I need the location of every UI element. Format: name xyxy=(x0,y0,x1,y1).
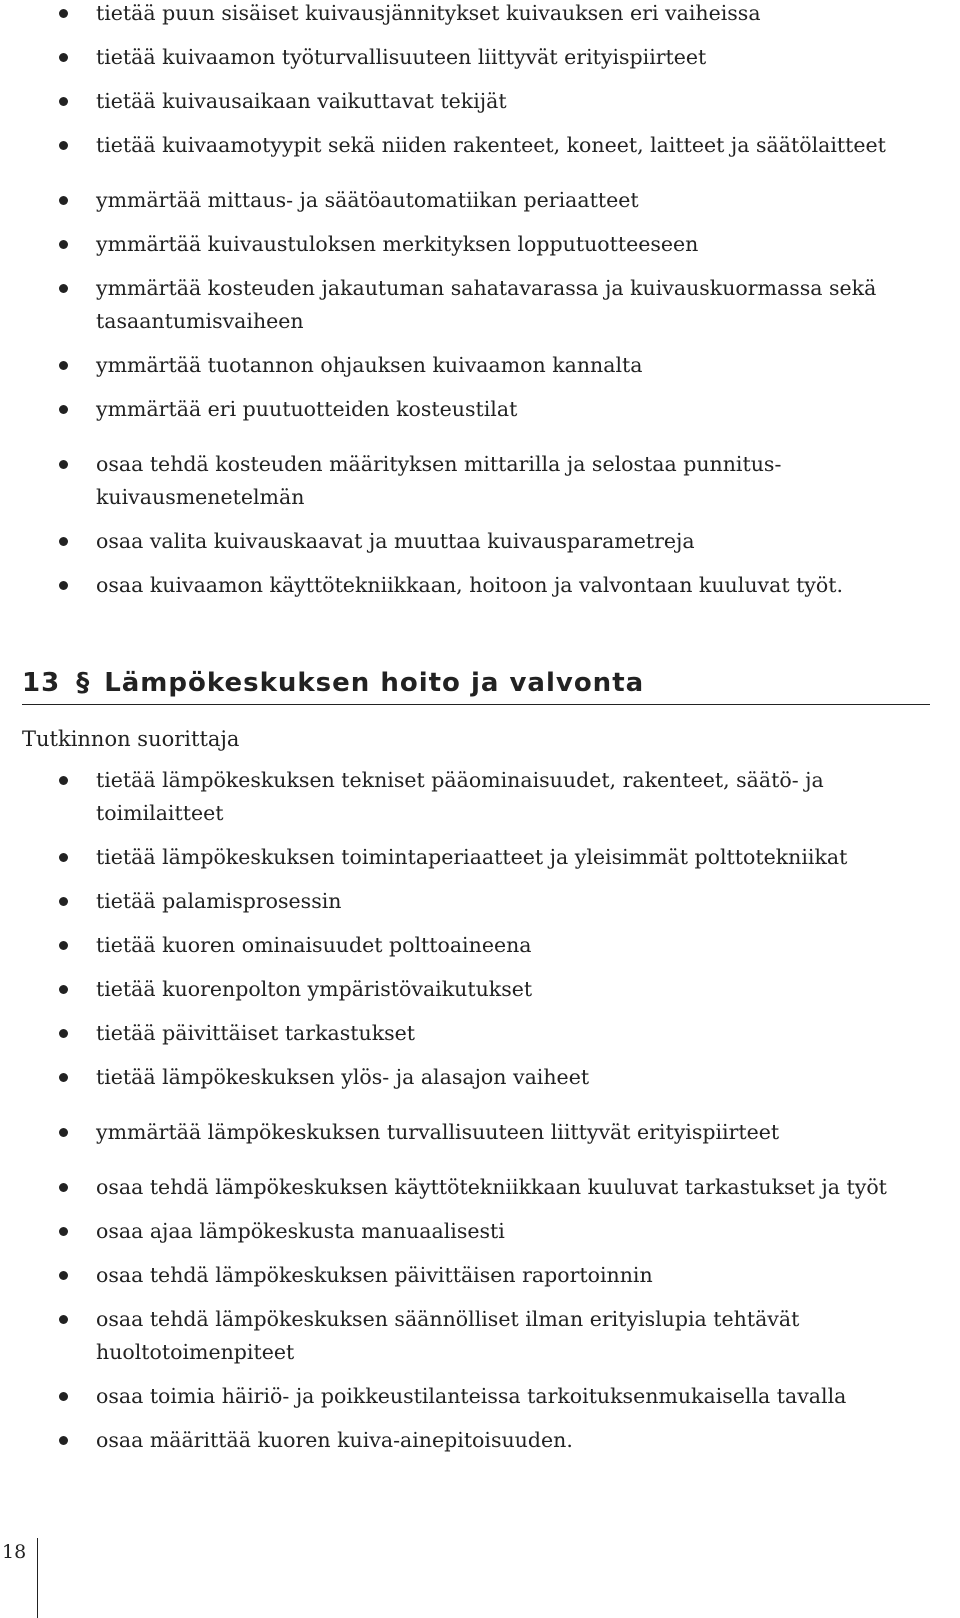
list-item: ymmärtää eri puutuotteiden kosteustilat xyxy=(0,393,960,426)
list-item: tietää kuoren ominaisuudet polttoaineena xyxy=(0,929,960,962)
list-item: osaa valita kuivauskaavat ja muuttaa kuivausparametreja xyxy=(0,525,960,558)
list-item: tietää puun sisäiset kuivausjännitykset kuivauksen eri vaiheissa xyxy=(0,0,960,30)
skills-group xyxy=(0,448,960,602)
list-item: tietää kuivaamon työturvallisuuteen liittyvät erityispiirteet xyxy=(0,41,960,74)
list-item: ymmärtää kuivaustuloksen merkityksen lopputuotteeseen xyxy=(0,228,960,261)
section-subtitle: Tutkinnon suorittaja xyxy=(22,727,240,751)
list-item: osaa tehdä lämpökeskuksen käyttötekniikkaan kuuluvat tarkastukset ja työt xyxy=(0,1171,960,1204)
list-item: tietää lämpökeskuksen tekniset pääominaisuudet, rakenteet, säätö- ja toimilaitteet xyxy=(0,764,960,830)
list-item: ymmärtää lämpökeskuksen turvallisuuteen liittyvät erityispiirteet xyxy=(0,1116,960,1149)
list-item: tietää palamisprosessin xyxy=(0,885,960,918)
list-item: tietää kuivausaikaan vaikuttavat tekijät xyxy=(0,85,960,118)
list-item: osaa toimia häiriö- ja poikkeustilanteissa tarkoituksenmukaisella tavalla xyxy=(0,1380,960,1413)
section-a-list xyxy=(0,0,960,613)
list-item: ymmärtää mittaus- ja säätöautomatiikan periaatteet xyxy=(0,184,960,217)
section-title: Lämpökeskuksen hoito ja valvonta xyxy=(104,668,645,698)
understanding-group xyxy=(0,1116,960,1149)
list-item: osaa tehdä lämpökeskuksen säännölliset ilman erityislupia tehtävät huoltotoimenpiteet xyxy=(0,1303,960,1369)
skills-group xyxy=(0,1171,960,1457)
page-number-text: 18 xyxy=(2,1541,27,1563)
list-item: tietää kuorenpolton ympäristövaikutukset xyxy=(0,973,960,1006)
page-number xyxy=(0,1538,38,1618)
list-item: osaa ajaa lämpökeskusta manuaalisesti xyxy=(0,1215,960,1248)
list-item: tietää lämpökeskuksen toimintaperiaatteet ja yleisimmät polttotekniikat xyxy=(0,841,960,874)
section-number: 13 xyxy=(22,668,61,698)
list-item: osaa kuivaamon käyttötekniikkaan, hoitoon ja valvontaan kuuluvat työt. xyxy=(0,569,960,602)
list-item: osaa tehdä lämpökeskuksen päivittäisen raportoinnin xyxy=(0,1259,960,1292)
list-item: ymmärtää tuotannon ohjauksen kuivaamon kannalta xyxy=(0,349,960,382)
section-13-list xyxy=(0,764,960,1468)
list-item: osaa tehdä kosteuden määrityksen mittarilla ja selostaa punnitus-kuivausmenetelmän xyxy=(0,448,960,514)
section-heading xyxy=(22,664,930,705)
list-item: osaa määrittää kuoren kuiva-ainepitoisuuden. xyxy=(0,1424,960,1457)
section-symbol: § xyxy=(76,668,91,698)
list-item: tietää lämpökeskuksen ylös- ja alasajon vaiheet xyxy=(0,1061,960,1094)
knowledge-group xyxy=(0,764,960,1094)
understanding-group xyxy=(0,184,960,426)
list-item: tietää päivittäiset tarkastukset xyxy=(0,1017,960,1050)
list-item: ymmärtää kosteuden jakautuman sahatavarassa ja kuivauskuormassa sekä tasaantumisvaiheen xyxy=(0,272,960,338)
knowledge-group xyxy=(0,0,960,162)
list-item: tietää kuivaamotyypit sekä niiden rakenteet, koneet, laitteet ja säätölaitteet xyxy=(0,129,960,162)
